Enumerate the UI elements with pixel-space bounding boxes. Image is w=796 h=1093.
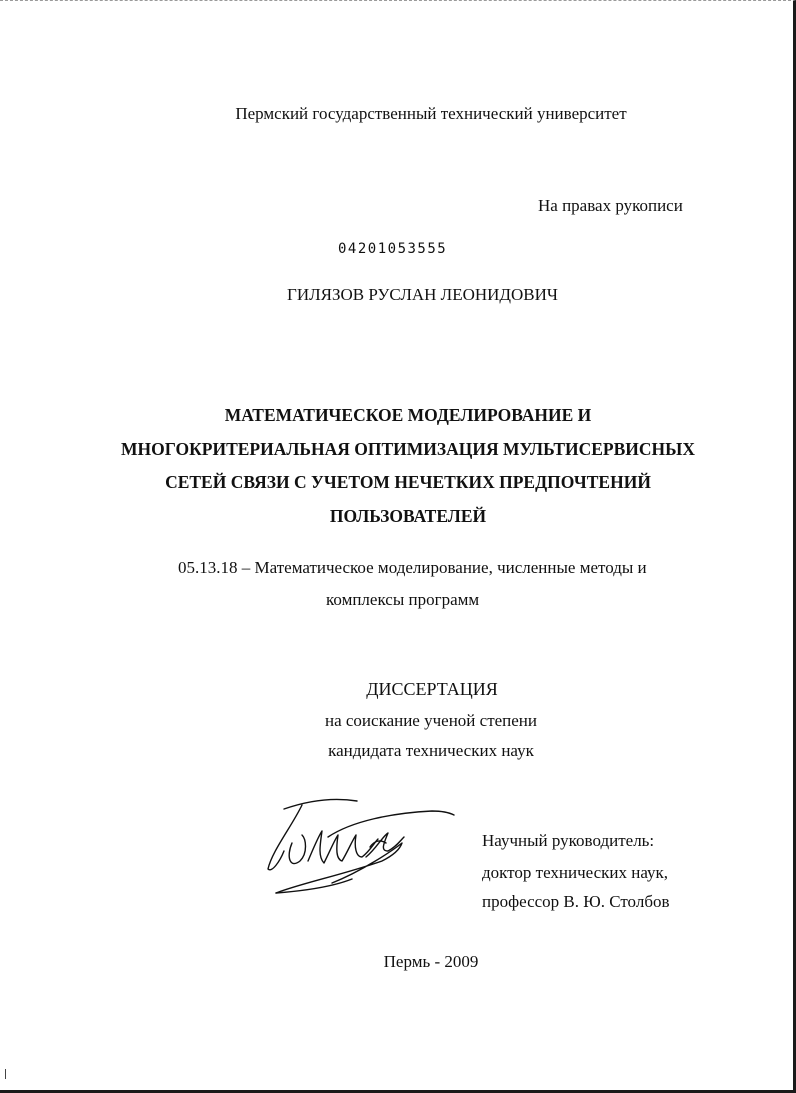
- signature-image: [262, 791, 457, 901]
- author-name: ГИЛЯЗОВ РУСЛАН ЛЕОНИДОВИЧ: [287, 285, 558, 304]
- specialty-line-2: комплексы программ: [326, 590, 480, 609]
- scan-artifact-mark: [5, 1069, 6, 1079]
- dissertation-title: [0, 399, 796, 533]
- city-year: Пермь - 2009: [383, 952, 479, 971]
- title-line-3: СЕТЕЙ СВЯЗИ С УЧЕТОМ НЕЧЕТКИХ ПРЕДПОЧТЕНИЙ: [165, 472, 651, 492]
- specialty-line-1: 05.13.18 – Математическое моделирование, численные методы и: [178, 558, 647, 577]
- title-line-2: МНОГОКРИТЕРИАЛЬНАЯ ОПТИМИЗАЦИЯ МУЛЬТИСЕРВИСНЫХ: [121, 438, 695, 459]
- title-line-1: МАТЕМАТИЧЕСКОЕ МОДЕЛИРОВАНИЕ И: [224, 405, 592, 425]
- university-name: Пермский государственный технический университет: [235, 104, 627, 123]
- supervisor-name: профессор В. Ю. Столбов: [482, 892, 670, 911]
- degree-line-2: кандидата технических наук: [328, 741, 534, 760]
- rights-note: На правах рукописи: [538, 196, 683, 215]
- document-type: ДИССЕРТАЦИЯ: [366, 679, 498, 699]
- title-line-4: ПОЛЬЗОВАТЕЛЕЙ: [329, 505, 487, 526]
- supervisor-degree: доктор технических наук,: [482, 863, 669, 882]
- registration-code: 04201053555: [338, 241, 448, 257]
- degree-line-1: на соискание ученой степени: [324, 711, 538, 730]
- supervisor-label: Научный руководитель:: [482, 831, 655, 850]
